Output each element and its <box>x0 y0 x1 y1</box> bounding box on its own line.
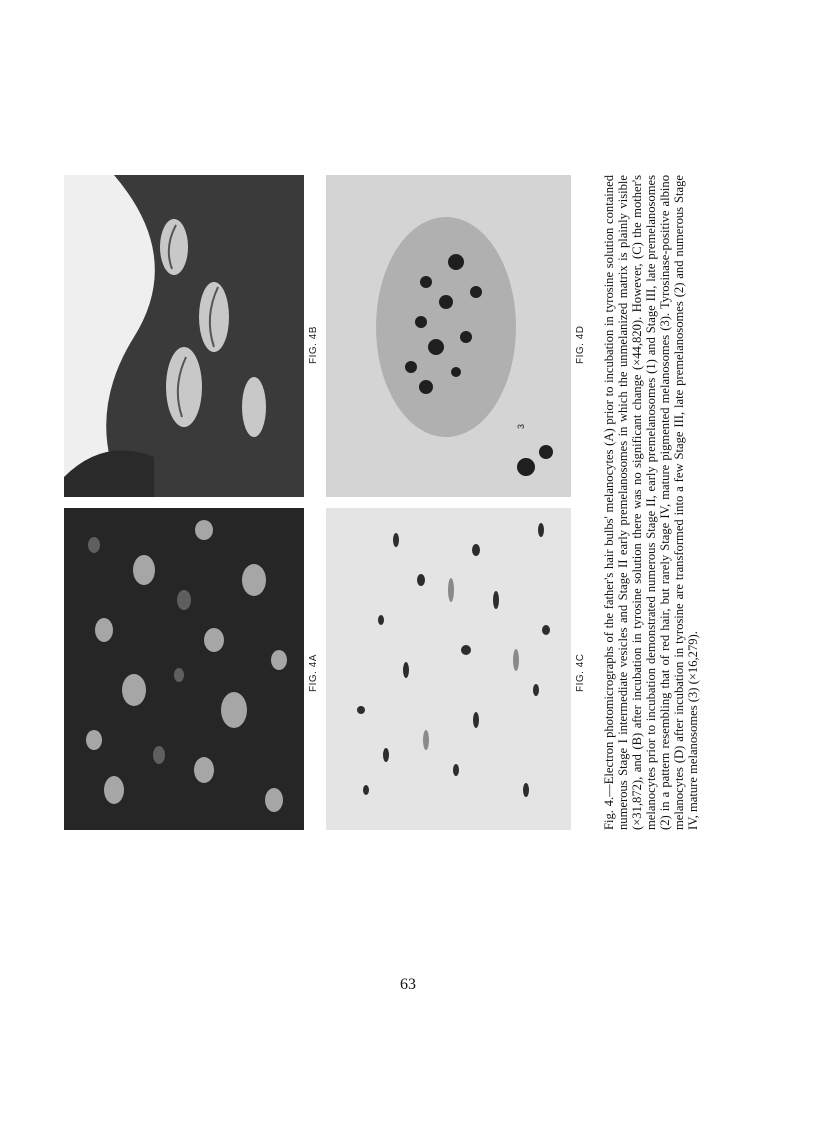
micrograph-panel-a <box>64 508 304 830</box>
panel-b-label: FIG. 4B <box>308 326 319 364</box>
micrograph-b-image <box>64 175 304 497</box>
panel-c-label: FIG. 4C <box>575 653 586 692</box>
figure-caption: Fig. 4.—Electron photomicrographs of the father's hair bulbs' melanocytes (A) prior to incubation in tyrosine solution contained numerous Stage I intermediate vesicles and Stage II early premelanosomes in which the unmelanized matrix is plainly visible (×31,872), and (B) after incubation in tyrosine solution there was no significant change (×44,820). However, (C) the mother's melanocytes prior to incubation demonstrated numerous Stage II, early premelanosomes (1) and Stage III, late premelanosomes (2) in a pattern resembling that of red hair, but rarely Stage IV, mature pigmented melanosomes (3). Tyrosinase-positive albino melanocytes (D) after incubation in tyrosine are transformed into a few Stage III, late premelanosomes (2) and numerous Stage IV, mature melanosomes (3) (×16,279). <box>602 175 700 830</box>
micrograph-a-image <box>64 508 304 830</box>
micrograph-c-image <box>326 508 571 830</box>
page-number: 63 <box>400 976 416 993</box>
panel-d-marker: 3 <box>516 423 526 429</box>
micrograph-panel-d <box>326 175 571 497</box>
micrograph-panel-c <box>326 508 571 830</box>
panel-a-label: FIG. 4A <box>308 654 319 692</box>
micrograph-d-image <box>326 175 571 497</box>
panel-d-label: FIG. 4D <box>575 325 586 364</box>
rotated-figure-page <box>64 175 724 830</box>
micrograph-panel-b <box>64 175 304 497</box>
